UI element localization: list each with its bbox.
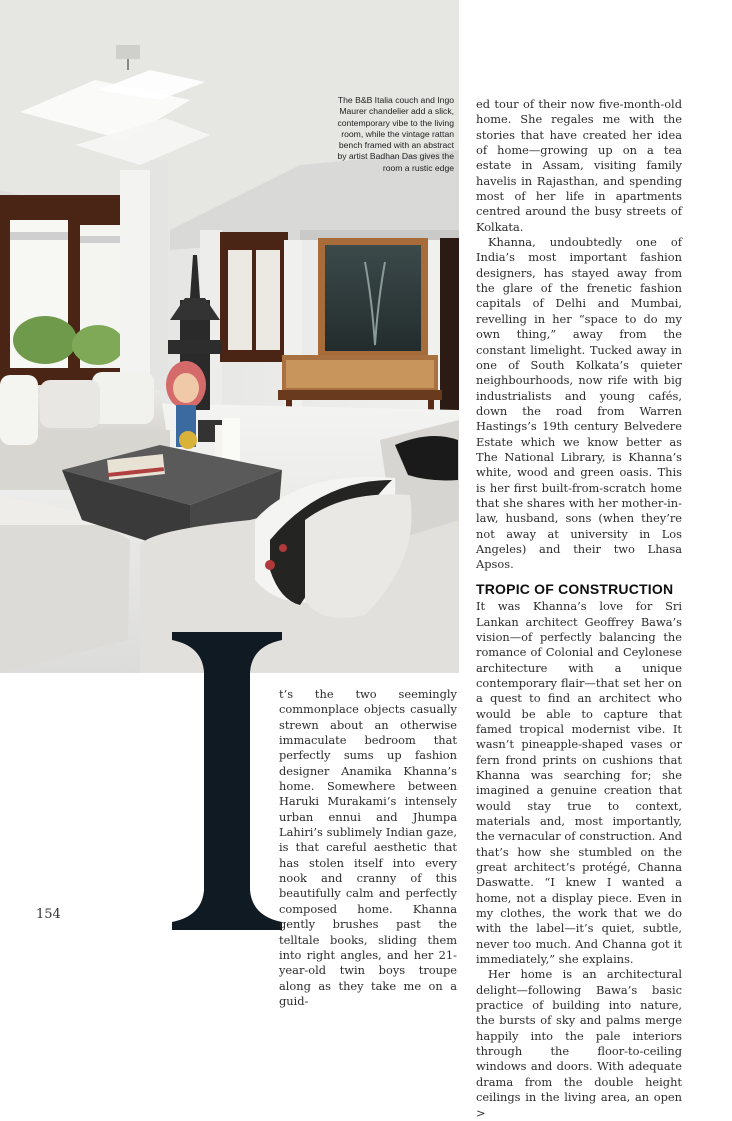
page-number: 154 xyxy=(36,907,61,922)
living-room-photo xyxy=(0,0,459,673)
cushion xyxy=(92,372,154,424)
photo-caption: The B&B Italia couch and Ingo Maurer chandelier add a slick, contemporary vibe to the living room, while the vintage rattan bench framed with an abstract by artist Badhan Das gives the room a rustic edge xyxy=(337,95,454,173)
curtain xyxy=(150,160,168,390)
abstract-painting xyxy=(325,245,421,351)
curtain xyxy=(120,170,152,390)
garden-plants xyxy=(13,316,77,364)
candle xyxy=(222,418,240,463)
cushion xyxy=(40,380,100,428)
doorway xyxy=(440,238,459,418)
section-heading: TROPIC OF CONSTRUCTION xyxy=(476,580,674,597)
drop-cap-glyph xyxy=(172,632,282,930)
cushion xyxy=(0,375,38,445)
window-pane xyxy=(256,250,280,350)
intro-paragraph: t’s the two seemingly commonplace objects casually strewn about an otherwise immaculate bedroom that perfectly sums up fashion designer Anamika Khanna’s home. Somewhere between Haruki Murakami’s intensely urban ennui and Jhumpa Lahiri’s sublimely Indian gaze, is that careful aesthetic that has stolen itself into every nook and cranny of this beautifully calm and perfectly composed home. Khanna gently brushes past the telltale books, sliding them into right angles, and her 21-year-old twin boys troupe along as they take me on a guid- xyxy=(279,687,457,1008)
paragraph: ed tour of their now five-month-old home. She regales me with the stories that have created her idea of home—growing up on a tea estate in Assam, visiting family havelis in Rajasthan, and spending most of her life in apartments centred around the busy streets of Kolkata. xyxy=(476,97,682,234)
paragraph: Khanna, undoubtedly one of India’s most important fashion designers, has stayed away from the glare of the frenetic fashion capitals of Delhi and Mumbai, revelling in her “space to do my own thing,” away from the constant limelight. Tucked away in one of South Kolkata’s quieter neighbourhoods, now rife with big industrialists and young cafés, down the road from Warren Hastings’s 19th century Belvedere Estate which we know better as The National Library, is Khanna’s white, wood and green oasis. This is her first built-from-scratch home that she shares with her mother-in-law, husband, sons (when they’re not away at university in Los Angeles) and their two Lhasa Apsos. xyxy=(476,235,682,572)
article-column-right xyxy=(476,97,682,1121)
paragraph: Her home is an architectural delight—following Bawa’s basic practice of building into nature, the bursts of sky and palms merge happily into the pale interiors through the floor-to-ceiling windows and doors. With adequate drama from the double height ceilings in the living area, an open > xyxy=(476,967,682,1120)
rattan-bench-seat xyxy=(278,390,442,400)
garden-plants xyxy=(72,325,124,365)
paragraph: It was Khanna’s love for Sri Lankan architect Geoffrey Bawa’s vision—of perfectly balancing the romance of Colonial and Ceylonese architecture with a unique contemporary flair—that set her on a quest to find an architect who would be able to capture that famed tropical modernist vibe. It wasn’t pineapple-shaped vases or fern frond prints on cushions that Khanna was searching for; she imagined a genuine creation that would stay true to context, materials and, most importantly, the vernacular of construction. And that’s how she stumbled on the great architect’s protégé, Channa Daswatte. “I knew I wanted a home, not a display piece. Even in my clothes, the work that we do with the label—it’s quiet, subtle, never too much. And Channa got it immediately,” she explains. xyxy=(476,599,682,967)
chandelier-mount xyxy=(116,45,140,59)
drop-cap xyxy=(172,632,282,930)
window-pane xyxy=(228,250,252,350)
article-column-left xyxy=(279,687,457,1009)
